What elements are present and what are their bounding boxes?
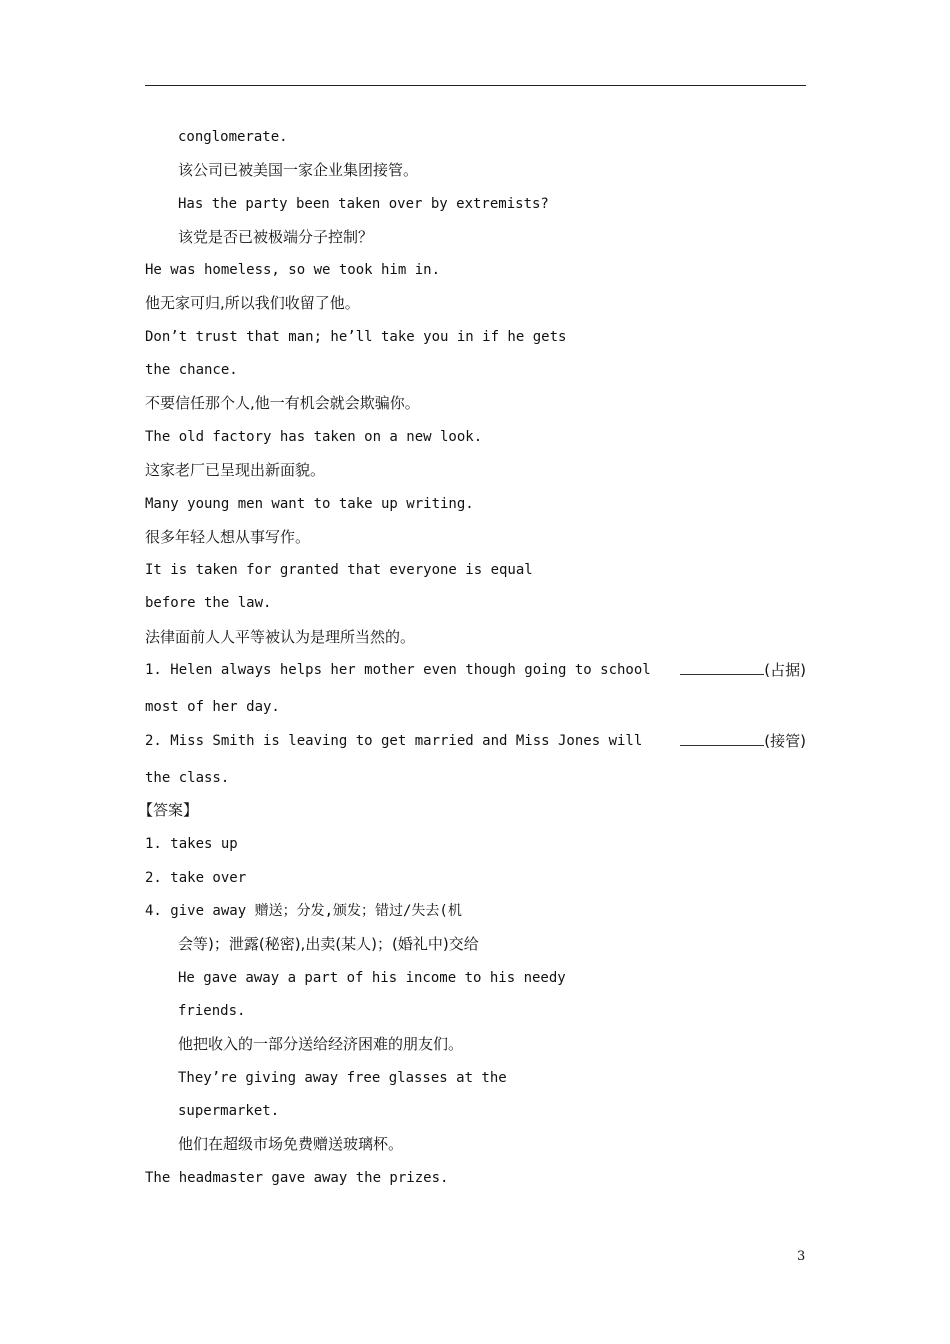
text-line: conglomerate. xyxy=(178,129,288,145)
phrase-heading: 4. give away 赠送；分发,颁发；错过/失去(机 xyxy=(145,903,462,919)
exercise-hint: (接管) xyxy=(764,732,806,750)
text-line: 法律面前人人平等被认为是理所当然的。 xyxy=(145,628,416,646)
exercise-stem: 2. Miss Smith is leaving to get married and Miss Jones will xyxy=(145,733,643,749)
text-line: Has the party been taken over by extremists? xyxy=(178,196,549,212)
answer-blank xyxy=(680,731,764,746)
exercise-hint: (占据) xyxy=(764,661,806,679)
text-line: 该党是否已被极端分子控制？ xyxy=(178,228,374,246)
text-line: 他把收入的一部分送给经济困难的朋友们。 xyxy=(178,1035,464,1053)
text-line: supermarket. xyxy=(178,1103,280,1119)
text-line: 他无家可归,所以我们收留了他。 xyxy=(145,294,360,312)
text-line: before the law. xyxy=(145,595,272,611)
text-line: 他们在超级市场免费赠送玻璃杯。 xyxy=(178,1135,404,1153)
text-line: They’re giving away free glasses at the xyxy=(178,1070,507,1086)
text-line: He was homeless, so we took him in. xyxy=(145,262,441,278)
page-number: 3 xyxy=(797,1249,806,1264)
exercise-continuation: the class. xyxy=(145,770,230,786)
text-line: He gave away a part of his income to his needy xyxy=(178,970,566,986)
text-line: Many young men want to take up writing. xyxy=(145,496,474,512)
answer-blank xyxy=(680,660,764,675)
text-line: Don’t trust that man; he’ll take you in if he gets xyxy=(145,329,567,345)
exercise-continuation: most of her day. xyxy=(145,699,280,715)
exercise-stem: 1. Helen always helps her mother even though going to school xyxy=(145,662,651,678)
text-line: 这家老厂已呈现出新面貌。 xyxy=(145,461,326,479)
exercise-2 xyxy=(145,731,806,751)
answer-item: 2. take over xyxy=(145,870,247,886)
exercise-1 xyxy=(145,660,806,680)
answer-item: 1. takes up xyxy=(145,836,238,852)
text-line: The headmaster gave away the prizes. xyxy=(145,1170,449,1186)
text-line: 会等)；泄露(秘密),出卖(某人)；(婚礼中)交给 xyxy=(178,935,479,953)
text-line: 不要信任那个人,他一有机会就会欺骗你。 xyxy=(145,394,420,412)
text-line: the chance. xyxy=(145,362,238,378)
text-line: 该公司已被美国一家企业集团接管。 xyxy=(178,161,419,179)
text-line: The old factory has taken on a new look. xyxy=(145,429,483,445)
header-rule xyxy=(145,85,806,86)
answer-heading: 【答案】 xyxy=(138,801,199,819)
text-line: It is taken for granted that everyone is equal xyxy=(145,562,533,578)
text-line: friends. xyxy=(178,1003,246,1019)
text-line: 很多年轻人想从事写作。 xyxy=(145,528,311,546)
